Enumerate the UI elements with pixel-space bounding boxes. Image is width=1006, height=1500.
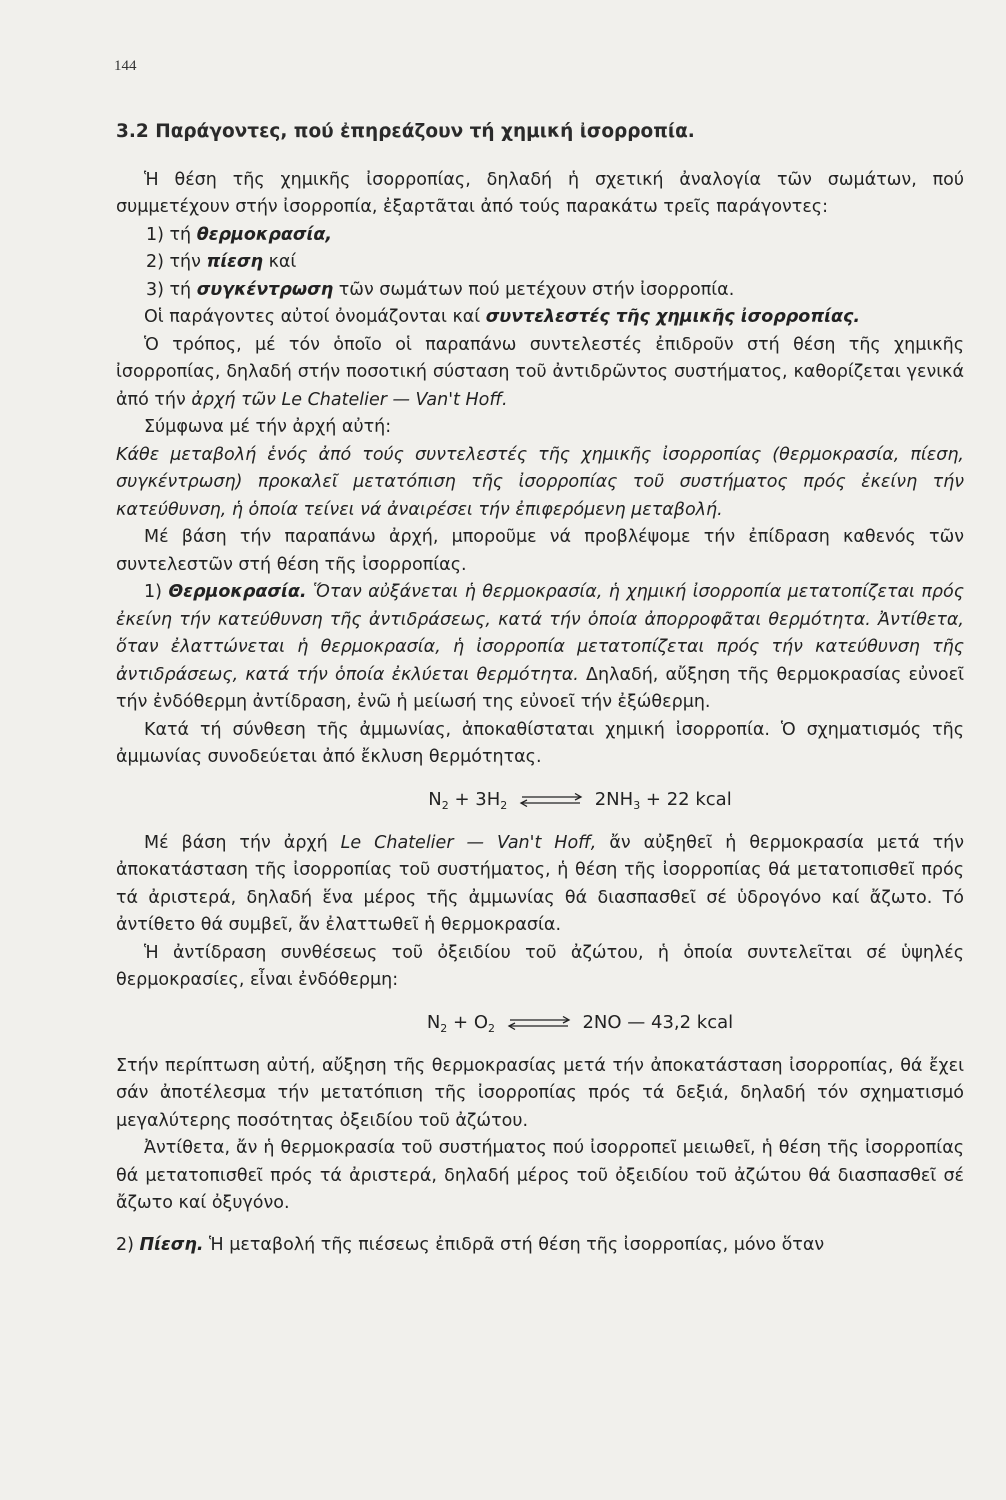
factors-name-paragraph: Οἱ παράγοντες αὐτοί ὀνομάζονται καί συντελεστές τῆς χημικῆς ἰσορροπίας. <box>144 307 861 327</box>
according-line: Σύμφωνα μέ τήν ἀρχή αὐτή: <box>144 417 392 437</box>
nitric-oxide-effect: Στήν περίπτωση αὐτή, αὔξηση τῆς θερμοκρασίας μετά τήν ἀποκατάσταση ἰσορροπίας, θά ἔχει σάν ἀποτέλεσμα τήν μετατόπιση τῆς ἰσορροπίας πρός τά δεξιά, δηλαδή τόν σχηματισμό μεγαλύτερης ποσότητας ὀξειδίου τοῦ ἀζώτου. <box>116 1055 964 1131</box>
equation-ammonia: $N_2 + 3H_2$ $2NH_3 + 22$ kcal <box>428 788 732 812</box>
nitric-oxide-decrease: Ἀντίθετα, ἄν ἡ θερμοκρασία τοῦ συστήματος πού ἰσορροπεῖ μειωθεῖ, ἡ θέση τῆς ἰσορροπίας θά μετατοπισθεῖ πρός τά ἀριστερά, δηλαδή μέρος τοῦ ὀξειδίου τοῦ ἀζώτου θά διασπασθεῖ σέ ἄζωτο καί ὀξυγόνο. <box>116 1138 964 1213</box>
factor-item-1: 1) τή θερμοκρασία, <box>146 224 333 245</box>
temperature-paragraph: 1) Θερμοκρασία. Ὅταν αὐξάνεται ἡ θερμοκρασία, ἡ χημική ἰσορροπία μετατοπίζεται πρός ἐκείνη τήν κατεύθυνση τῆς ἀντιδράσεως, κατά τήν ὁποία ἀπορροφᾶται θερμότητα. Ἀντίθετα, ὅταν ἐλαττώνεται ἡ θερμοκρασία, ἡ ἰσορροπία μετατοπίζεται πρός τήν κατεύθυνση τῆς ἀντιδράσεως, κατά τήν ὁποία ἐκλύεται θερμότητα. Δηλαδή, αὔξηση τῆς θερμοκρασίας εὐνοεῖ τήν ἐνδόθερμη ἀντίδραση, ἐνῶ ἡ μείωσή της εὐνοεῖ τήν ἐξώθερμη. <box>116 582 964 712</box>
pressure-term: Πίεση. <box>139 1234 204 1255</box>
principle-intro-paragraph: Ὁ τρόπος, μέ τόν ὁποῖο οἱ παραπάνω συντελεστές ἐπιδροῦν στή θέση τῆς χημικῆς ἰσορροπίας, δηλαδή στήν ποσοτική σύσταση τοῦ ἀντιδρῶντος συστήματος, καθορίζεται γενικά ἀπό τήν ἀρχή τῶν Le Chatelier — Van't Hoff. <box>116 334 964 410</box>
ammonia-paragraph: Κατά τή σύνθεση τῆς ἀμμωνίας, ἀποκαθίσταται χημική ἰσορροπία. Ὁ σχηματισμός τῆς ἀμμωνίας συνοδεύεται ἀπό ἔκλυση θερμότητας. <box>116 719 964 767</box>
page-number: 144 <box>114 58 137 74</box>
predict-paragraph: Μέ βάση τήν παραπάνω ἀρχή, μποροῦμε νά προβλέψομε τήν ἐπίδραση καθενός τῶν συντελεστῶν στή θέση τῆς ἰσορροπίας. <box>116 527 964 575</box>
section-heading: 3.2 Παράγοντες, πού ἐπηρεάζουν τή χημική ἰσορροπία. <box>116 121 695 142</box>
equation-nitric-oxide: $N_2 + O_2$ 2NO — 43,2 kcal <box>426 1011 734 1035</box>
equilibrium-arrows-icon <box>507 1016 571 1030</box>
equilibrium-factors-term: συντελεστές τῆς χημικῆς ἰσορροπίας. <box>485 307 861 327</box>
temperature-term: Θερμοκρασία. <box>168 582 307 602</box>
ammonia-effect-paragraph: Μέ βάση τήν ἀρχή Le Chatelier — Van't Hoff, ἄν αὐξηθεῖ ἡ θερμοκρασία μετά τήν ἀποκατάσταση τῆς ἰσορροπίας τοῦ συστήματος, ἡ θέση τῆς ἰσορροπίας θά μετατοπισθεῖ πρός τά ἀριστερά, δηλαδή ἕνα μέρος τῆς ἀμμωνίας θά διασπασθεῖ σέ ὑδρογόνο καί ἄζωτο. Τό ἀντίθετο θά συμβεῖ, ἄν ἐλαττωθεῖ ἡ θερμοκρασία. <box>116 832 964 935</box>
le-chatelier-term: ἀρχή τῶν Le Chatelier — Van't Hoff. <box>191 389 508 410</box>
pressure-paragraph: 2) Πίεση. Ἡ μεταβολή τῆς πιέσεως ἐπιδρᾶ στή θέση τῆς ἰσορροπίας, μόνο ὅταν <box>116 1234 825 1255</box>
factor-term-pressure: πίεση <box>206 252 263 272</box>
principle-statement: Κάθε μεταβολή ἑνός ἀπό τούς συντελεστές τῆς χημικῆς ἰσορροπίας (θερμοκρασία, πίεση, συγκέντρωση) προκαλεῖ μετατόπιση τῆς ἰσορροπίας τοῦ συστήματος πρός ἐκείνη τήν κατεύθυνση, ἡ ὁποία τείνει νά ἀναιρέσει τήν ἐπιφερόμενη μεταβολή. <box>116 444 964 520</box>
factor-item-3: 3) τή συγκέντρωση τῶν σωμάτων πού μετέχουν στήν ἰσορροπία. <box>146 279 735 300</box>
factor-item-2: 2) τήν πίεση καί <box>146 252 297 272</box>
factor-term-concentration: συγκέντρωση <box>196 279 334 300</box>
nitric-oxide-intro: Ἡ ἀντίδραση συνθέσεως τοῦ ὀξειδίου τοῦ ἀζώτου, ἡ ὁποία συντελεῖται σέ ὑψηλές θερμοκρασίες, εἶναι ἐνδόθερμη: <box>116 942 964 990</box>
intro-paragraph: Ἡ θέση τῆς χημικῆς ἰσορροπίας, δηλαδή ἡ σχετική ἀναλογία τῶν σωμάτων, πού συμμετέχουν στήν ἰσορροπία, ἐξαρτᾶται ἀπό τούς παρακάτω τρεῖς παράγοντες: <box>116 169 964 217</box>
equilibrium-arrows-icon <box>519 793 583 807</box>
page-content <box>116 118 964 1259</box>
temperature-rule: Ὅταν αὐξάνεται ἡ θερμοκρασία, ἡ χημική ἰσορροπία μετατοπίζεται πρός ἐκείνη τήν κατεύθυνση τῆς ἀντιδράσεως, κατά τήν ὁποία ἀπορροφᾶται θερμότητα. Ἀντίθετα, ὅταν ἐλαττώνεται ἡ θερμοκρασία, ἡ ἰσορροπία μετατοπίζεται πρός τήν κατεύθυνση τῆς ἀντιδράσεως, κατά τήν ὁποία ἐκλύεται θερμότητα. <box>116 582 964 685</box>
factor-term-temperature: θερμοκρασία, <box>196 224 333 245</box>
